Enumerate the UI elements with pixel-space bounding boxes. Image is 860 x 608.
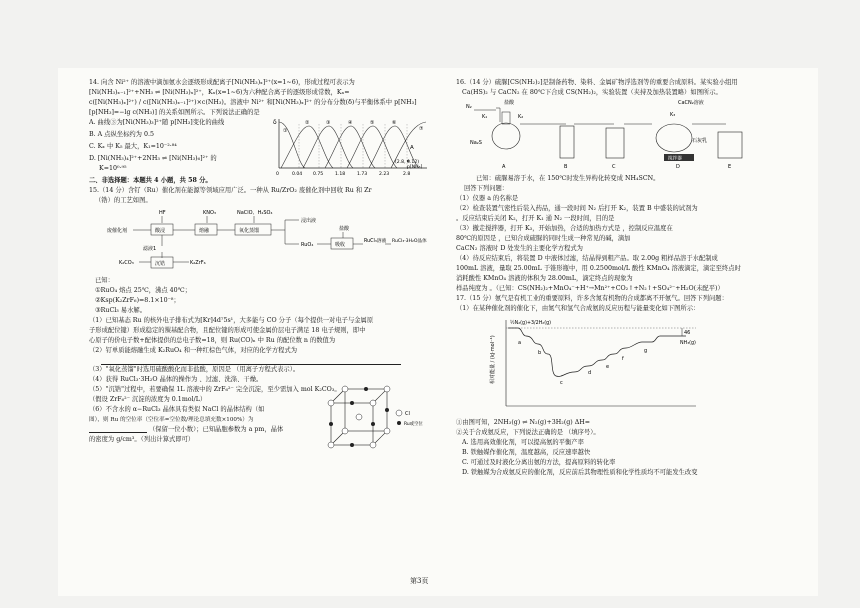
cacn2-label: CaCN₂溶液 bbox=[678, 100, 704, 106]
legend-ru-marker bbox=[397, 421, 401, 425]
q14-line: [Ni(NH₃)ₓ₋₁]²⁺+NH₃ ⇌ [Ni(NH₃)ₓ]²⁺，Kₓ(x=1~6)为六种配合离子的逐级形成常数，Kₓ= bbox=[89, 89, 350, 96]
q15-question: （1）已知基态 Ru 的核外电子排布式为[Kr]4d⁷5s¹，大多能与 CO 分子（每个提供一对电子与金属原 bbox=[89, 317, 374, 324]
q14-option-d: D. [Ni(NH₃)₄]²⁺+2NH₃ ⇌ [Ni(NH₃)₆]²⁺ 的 bbox=[89, 155, 217, 162]
x-tick: 1.18 bbox=[335, 172, 346, 177]
hcl-label: 盐酸 bbox=[339, 226, 350, 232]
k3-label: K₃ bbox=[670, 112, 676, 118]
q14-line: [p[NH₃]=−lg c(NH₃)] 的关系如图所示。下列说法正确的是 bbox=[89, 109, 260, 116]
q15-known: ②Ksp(K₂ZrF₆)=8.1×10⁻⁸； bbox=[95, 297, 180, 304]
absorb-liquid-label: 浸出液 bbox=[301, 218, 317, 224]
section-2-title: 二、非选择题：本题共 4 小题，共 58 分。 bbox=[89, 177, 212, 184]
left-column bbox=[89, 78, 429, 457]
right-column bbox=[456, 78, 786, 478]
step-label: c bbox=[560, 380, 563, 386]
legend-cl: Cl bbox=[405, 411, 410, 417]
point-a-coord: (2.8, 0.12) bbox=[395, 160, 420, 165]
q16-line: 100mL 溶液，量取 25.00mL 于锥形瓶中，用 0.2500mol/L 酸性 KMnO₄ 溶液滴定，滴定至终点时 bbox=[456, 265, 741, 272]
x-tick: 0.04 bbox=[292, 172, 303, 177]
point-a-label: A bbox=[410, 145, 414, 151]
q16-line: （1）仪器 a 的名称是 bbox=[456, 195, 519, 202]
step-label: g bbox=[644, 348, 648, 354]
step-label: f bbox=[622, 356, 624, 362]
q15-question: （保留一位小数）；已知晶胞参数为 a pm，晶体 bbox=[149, 426, 284, 433]
label-a: A bbox=[502, 164, 506, 170]
na2s-label: Na₂S bbox=[470, 140, 482, 146]
q15-known: ③RuCl₃ 易水解。 bbox=[95, 307, 146, 314]
step-label: a bbox=[518, 340, 522, 346]
x-tick: 0 bbox=[276, 172, 279, 177]
distribution-graph bbox=[271, 116, 431, 178]
q15-intro: （锆）的工艺如图。 bbox=[95, 197, 152, 204]
x-tick: 0.75 bbox=[313, 172, 324, 177]
question-15 bbox=[89, 186, 429, 457]
energy-path bbox=[508, 328, 686, 376]
label-e: E bbox=[728, 164, 732, 170]
curve-label: ② bbox=[305, 120, 310, 126]
stirrer-label: 搅拌器 bbox=[668, 156, 682, 162]
q15-question: 的密度为 g/cm³。（列出计算式即可） bbox=[89, 436, 195, 443]
step-label: d bbox=[588, 370, 592, 376]
beaker-e bbox=[718, 132, 742, 158]
crystal-cell-figure bbox=[325, 383, 425, 453]
step-label: 吸收 bbox=[335, 242, 346, 248]
step-label: e bbox=[606, 364, 610, 370]
legend-ru: Ru或空位 bbox=[404, 422, 423, 427]
bottle-b bbox=[560, 126, 574, 158]
q15-known: ①RuO₄ 熔点 25℃，沸点 40℃； bbox=[95, 287, 192, 294]
ruo4-label: RuO₄ bbox=[301, 242, 314, 248]
question-17 bbox=[456, 294, 786, 478]
k2-label: K₂ bbox=[518, 114, 524, 120]
q16-intro: Ca(HS)₂ 与 CaCN₂ 在 80℃下合成 CS(NH₂)₂，实验装置（夹持及加热装置略）如图所示。 bbox=[462, 89, 722, 96]
final-product: RuCl₃·3H₂O晶体 bbox=[392, 239, 427, 244]
graph-y-label: δ bbox=[273, 119, 277, 126]
label-d: D bbox=[676, 164, 680, 170]
answer-blank[interactable] bbox=[101, 356, 401, 365]
q15-known: 已知： bbox=[95, 277, 114, 284]
q16-line: （2）检查装置气密性后装入药品，通一段时间 N₂ 后打开 K₂，装置 B 中盛装的试剂为 bbox=[456, 205, 698, 212]
page-number: 第3页 bbox=[410, 577, 429, 585]
q17-option-a: A. 选用高效催化剂，可以提高氨的平衡产率 bbox=[462, 439, 584, 446]
n2-label: N₂ bbox=[466, 104, 472, 110]
q16-line: 。反应结束后关闭 K₂，打开 K₁ 通 N₂ 一段时间，目的是 bbox=[456, 215, 615, 222]
flask-a bbox=[492, 123, 520, 149]
q15-question: （6）不含水的 α−RuCl₃ 晶体具有类似 NaCl 的晶体结构（如 bbox=[89, 406, 265, 413]
end-value: 46 bbox=[684, 330, 691, 336]
label-b: B bbox=[564, 164, 568, 170]
q15-question: （2）钌单质能熔融生成 K₂RuO₄ 和一种红棕色气体，对应的化学方程式为 bbox=[89, 347, 298, 354]
curve-label: ⑤ bbox=[370, 120, 375, 126]
q17-question: ②关于合成氨反应，下列说法正确的是 （填序号）。 bbox=[456, 429, 600, 436]
q16-line: 样品纯度为 。（已知：CS(NH₂)₂+MnO₄⁻+H⁺→Mn²⁺+CO₂↑+N₂↑+SO₄²⁻+H₂O(未配平)） bbox=[456, 285, 724, 292]
curve-label: ⑦ bbox=[419, 126, 424, 132]
process-flow-diagram bbox=[89, 206, 429, 272]
hcl-label: 盐酸 bbox=[504, 100, 515, 106]
q17-intro: 17.（15 分）氨气是有机工业的重要原料，许多含氮有机物的合成都离不开氨气。回答下列问题： bbox=[456, 295, 728, 302]
q14-option-d-cont: K=10⁰·⁹⁵ bbox=[99, 165, 127, 172]
curve-label: ④ bbox=[348, 120, 353, 126]
q15-question: （假设 ZrF₆²⁻ 沉淀的浓度为 0.1mol/L） bbox=[89, 396, 207, 403]
q14-option-a: A. 曲线③为[Ni(NH₃)₃]²⁺随 p[NH₃]变化的曲线 bbox=[89, 119, 225, 126]
x-tick: 2.8 bbox=[403, 172, 411, 177]
question-16 bbox=[456, 78, 786, 294]
graph-x-label: p[NH₃] bbox=[407, 165, 423, 170]
q17-intro: （1）在某种催化剂的催化下，由氮气和氢气合成氨的反应历程与能量变化如下图所示： bbox=[456, 305, 700, 312]
curve-label: ① bbox=[283, 128, 288, 134]
k2zrf6-label: K₂ZrF₆ bbox=[190, 260, 206, 266]
q16-line: 80℃的原因是 ，已知合成硫脲的同时生成一种常见的碱，滴加 bbox=[456, 235, 631, 242]
q17-question: ①由图可知，2NH₃(g) ⇌ N₂(g)+3H₂(g) ΔH= bbox=[456, 419, 591, 426]
q15-question: 子形成配位键）形成稳定的羰基配合物，且配位键的形成可使金属价层电子满足 18 电子规则，即中 bbox=[89, 327, 366, 334]
q16-line: （3）撤走搅拌器，打开 K₃，开始加热，合适的加热方式是 ，控制反应温度在 bbox=[456, 225, 673, 232]
k1-label: K₁ bbox=[482, 114, 488, 120]
reagent-kno3: KNO₃ bbox=[203, 210, 216, 216]
legend-cl-marker bbox=[396, 410, 402, 416]
apparatus-diagram bbox=[456, 98, 786, 170]
q15-question: （4）获得 RuCl₃·3H₂O 晶体的操作为 、过滤、洗涤、干燥。 bbox=[89, 376, 263, 383]
x-tick: 1.73 bbox=[357, 172, 368, 177]
q15-question: 心原子的价电子数+配体提供的总电子数=18，则 Ru(CO)ₙ 中 Ru 的配位数 n 的数值为 bbox=[89, 337, 336, 344]
filtrate1-label: 滤液1 bbox=[143, 246, 157, 252]
q15-question: （3）"氧化蒸馏"时选用硫酸酸化而非盐酸，原因是 （用离子方程式表示）。 bbox=[89, 366, 300, 373]
q14-line: c([Ni(NH₃)ₓ]²⁺) / c([Ni(NH₃)ₓ₋₁]²⁺)×c(NH₃)。溶液中 Ni²⁺ 和[Ni(NH₃)ₓ]²⁺ 的分布分数(δ)与平衡体系中 p[NH₃] bbox=[89, 99, 417, 106]
k2co3-label: K₂CO₃ bbox=[119, 260, 134, 266]
step-label: 熔融 bbox=[199, 228, 210, 234]
lime-label: 石灰乳 bbox=[692, 138, 708, 144]
q16-line: 回答下列问题： bbox=[464, 185, 509, 192]
question-14 bbox=[89, 78, 429, 176]
q14-option-c: C. Kₓ 中 K₅ 最大，K₁=10⁻²·⁸⁴ bbox=[89, 143, 177, 150]
energy-profile-graph bbox=[456, 314, 786, 414]
reagent-hf: HF bbox=[159, 210, 166, 216]
end-label: NH₃(g) bbox=[680, 341, 696, 346]
energy-y-label: 相对能量 / (kJ·mol⁻¹) bbox=[490, 335, 496, 384]
curve-label: ③ bbox=[326, 120, 331, 126]
q17-option-c: C. 可通过及时液化分离出氨的方法，提高原料的转化率 bbox=[462, 459, 616, 466]
bottle-c bbox=[606, 128, 624, 158]
rucl3-solution: RuCl₃溶液 bbox=[364, 239, 387, 244]
q16-line: 消耗酸性 KMnO₄ 溶液的体积为 28.00mL，滴定终点的现象为 bbox=[456, 275, 633, 282]
q17-option-d: D. 铁触媒为合成氨反应的催化剂，反应前后其物理性质和化学性质均不可能发生改变 bbox=[462, 469, 698, 476]
q16-intro: 16.（14 分）硫脲[CS(NH₂)₂]是制备药物、染料、金属矿物浮选剂等的重要合成原料。某实验小组用 bbox=[456, 79, 738, 86]
q16-line: 已知：硫脲易溶于水，在 150℃时发生异构化转变成 NH₄SCN。 bbox=[476, 175, 660, 182]
reagent-naclo: NaClO、H₂SO₄ bbox=[237, 210, 273, 216]
q16-line: （4）待反应结束后，将装置 D 中液体过滤，结晶得到粗产品。取 2.00g 粗样品溶于水配制成 bbox=[456, 255, 718, 262]
curve-label: ⑥ bbox=[392, 120, 397, 126]
q15-question: 图），则 Ru 的空位率（空位率=空位数/理论总填充数×100%）为 bbox=[89, 417, 254, 423]
step-label: 氧化蒸馏 bbox=[239, 228, 260, 234]
step-label: 沉锆 bbox=[155, 261, 166, 267]
q17-option-b: B. 铁触媒作催化剂，温度越高，反应速率越快 bbox=[462, 449, 591, 456]
feed-label: 废催化剂 bbox=[107, 228, 128, 234]
start-label: ½N₂(g)+3/2H₂(g) bbox=[510, 321, 552, 326]
label-c: C bbox=[612, 164, 616, 170]
q15-question: （5）"沉锆"过程中，若要确保 1L 溶液中的 ZrF₆²⁻ 完全沉淀，至少需加入 mol K₂CO₃。 bbox=[89, 386, 341, 393]
flask-d bbox=[656, 124, 692, 152]
step-label: b bbox=[538, 350, 542, 356]
answer-blank[interactable] bbox=[89, 425, 147, 433]
q14-option-b: B. A 点纵坐标约为 0.5 bbox=[89, 131, 154, 138]
q16-line: CaCN₂ 溶液时 D 处发生的主要化学方程式为 bbox=[456, 245, 583, 252]
q14-line: 14. 向含 Ni²⁺ 的溶液中滴加氨水会逐级形成配离子[Ni(NH₃)ₓ]²⁺(x=1~6)，形成过程可表示为 bbox=[89, 79, 355, 86]
q15-intro: 15.（14 分）含钌（Ru）催化剂在能源等领域应用广泛。一种从 Ru/ZrO₂ 废催化剂中回收 Ru 和 Zr bbox=[89, 187, 372, 194]
x-tick: 2.23 bbox=[379, 172, 390, 177]
step-label: 酸浸 bbox=[155, 228, 166, 234]
